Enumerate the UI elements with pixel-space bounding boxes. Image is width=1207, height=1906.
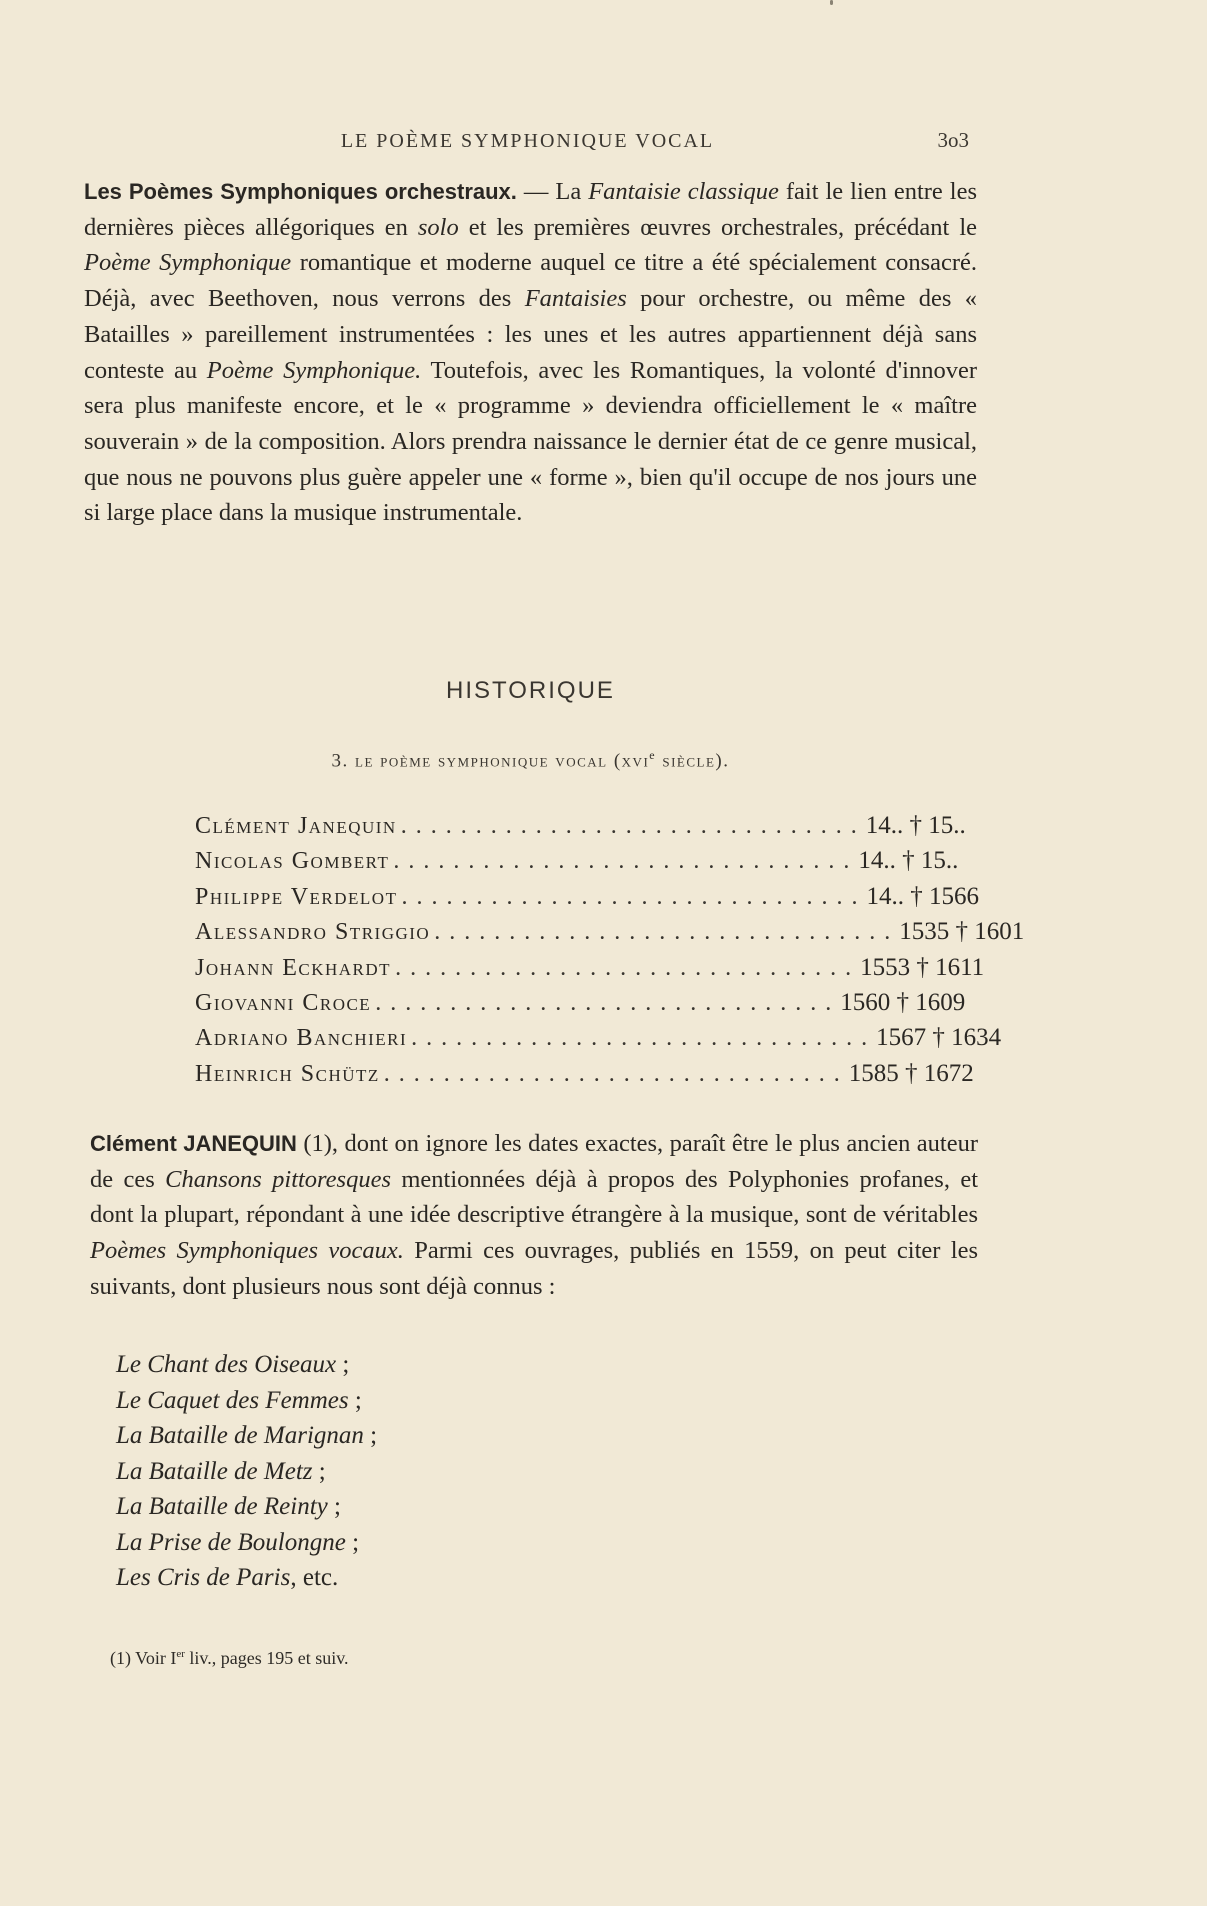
work-title: La Bataille de Reinty <box>116 1493 328 1520</box>
work-item <box>116 1383 377 1419</box>
leader-dots: ............................... <box>375 989 841 1016</box>
work-item <box>116 1560 377 1596</box>
leader-dots: ............................... <box>393 848 859 875</box>
composer-dates: 1535 † 1601 <box>899 918 1025 946</box>
composer-name: Adriano Banchieri <box>195 1025 408 1052</box>
work-punct: ; <box>336 1351 350 1378</box>
composer-name: Nicolas Gombert <box>195 848 390 875</box>
section-title: HISTORIQUE <box>446 677 615 704</box>
leader-dots: ............................... <box>411 1025 877 1052</box>
work-punct: ; <box>348 1386 362 1414</box>
composer-dates: 14.. † 1566 <box>866 882 979 910</box>
composer-row <box>195 812 966 847</box>
leader-dots: ............................... <box>383 1060 849 1087</box>
works-list <box>116 1347 377 1596</box>
text-run: mentionnées déjà à propos des Polyphonies profanes, et dont la plupart, répondant à une idée descriptive étrangère à la musique, sont de véritables <box>90 1165 978 1229</box>
work-punct: , etc. <box>290 1564 339 1591</box>
italic-run: Chansons pittoresques <box>165 1165 392 1193</box>
footnote-text: liv., pages 195 et suiv. <box>184 1648 349 1668</box>
print-speck <box>830 0 833 5</box>
composer-dates: 1585 † 1672 <box>848 1059 974 1087</box>
work-item <box>116 1489 377 1525</box>
italic-run: Poème Symphonique. <box>206 356 422 384</box>
leader-dots: ............................... <box>395 954 861 981</box>
composer-name: Johann Eckhardt <box>195 954 392 981</box>
text-run: fait le lien entre les dernières pièces allégoriques en <box>84 178 977 241</box>
work-title: La Bataille de Marignan <box>116 1422 364 1449</box>
composer-name: Philippe Verdelot <box>195 883 398 910</box>
composer-row <box>195 1059 974 1095</box>
composer-dates: 14.. † 15.. <box>858 847 959 875</box>
work-item <box>116 1418 377 1454</box>
intro-paragraph <box>84 174 977 531</box>
composer-row <box>195 882 979 918</box>
composer-row <box>195 918 1025 953</box>
running-title: LE POÈME SYMPHONIQUE VOCAL <box>340 130 715 152</box>
work-title: Le Chant des Oiseaux <box>116 1351 337 1378</box>
work-punct: ; <box>363 1422 378 1449</box>
work-punct: ; <box>345 1528 360 1556</box>
work-title: Les Cris de Paris <box>116 1564 291 1591</box>
leader-dots: ............................... <box>434 919 900 946</box>
work-title: La Bataille de Metz <box>116 1457 313 1485</box>
composer-name: Clément Janequin <box>195 813 397 839</box>
section-subtitle <box>84 748 977 772</box>
footnote-superscript: er <box>176 1648 185 1660</box>
composer-row <box>195 988 966 1024</box>
composer-name: Heinrich Schütz <box>195 1060 380 1087</box>
composer-dates: 14.. † 15.. <box>865 812 966 839</box>
work-punct: ; <box>312 1457 326 1485</box>
composer-name: Alessandro Striggio <box>195 919 431 946</box>
composer-list <box>195 812 1025 1095</box>
paragraph-lead: Les Poèmes Symphoniques orchestraux. <box>84 179 517 204</box>
paragraph-lead: Clément JANEQUIN <box>90 1131 297 1156</box>
subtitle-text: siècle). <box>656 750 730 772</box>
italic-run: solo <box>417 213 459 241</box>
footnote <box>110 1648 349 1669</box>
work-punct: ; <box>327 1493 341 1520</box>
work-item <box>116 1347 377 1383</box>
text-run: romantique et moderne auquel ce titre a été spécialement consacré. Déjà, avec Beethoven, nous verrons des <box>84 249 978 313</box>
italic-run: Poèmes Symphoniques vocaux. <box>90 1237 404 1265</box>
work-item <box>116 1454 377 1490</box>
text-run: — La <box>516 178 589 205</box>
composer-name: Giovanni Croce <box>195 989 372 1016</box>
text-run: et les premières œuvres orchestrales, précédant le <box>458 213 978 241</box>
text-run: (1), dont on ignore les dates exactes, paraît être le plus ancien auteur de ces <box>90 1130 978 1193</box>
subtitle-superscript: e <box>649 748 657 762</box>
text-run: Toutefois, avec les Romantiques, la volonté d'innover sera plus manifeste encore, et le « programme » deviendra officiellement le « maître souverain » de la composition. Alors prendra naissance le dernier état de ce genre musical, que nous ne pouvons plus guère appeler une « forme », bien qu'il occupe de nos jours une si large place dans la musique instrumentale. <box>84 356 977 527</box>
footnote-text: (1) Voir I <box>110 1648 177 1668</box>
composer-dates: 1567 † 1634 <box>876 1024 1002 1052</box>
janequin-paragraph <box>90 1126 978 1305</box>
italic-run: Poème Symphonique <box>84 249 292 277</box>
leader-dots: ............................... <box>401 883 867 910</box>
work-item <box>116 1525 377 1561</box>
italic-run: Fantaisies <box>524 285 627 313</box>
composer-row <box>195 1024 1002 1059</box>
leader-dots: ............................... <box>400 813 866 839</box>
composer-dates: 1553 † 1611 <box>860 953 985 981</box>
subtitle-text: 3. le poème symphonique vocal (xvi <box>331 750 650 772</box>
italic-run: Fantaisie classique <box>588 178 779 205</box>
text-run: pour orchestre, ou même des « Batailles » pareillement instrumentées : les unes et les autres appartiennent déjà sans conteste au <box>84 285 977 384</box>
page-number: 3o3 <box>937 128 969 152</box>
work-title: Le Caquet des Femmes <box>116 1386 349 1414</box>
composer-dates: 1560 † 1609 <box>840 988 966 1016</box>
composer-row <box>195 953 985 989</box>
composer-row <box>195 847 959 882</box>
work-title: La Prise de Boulongne <box>116 1528 346 1556</box>
text-run: Parmi ces ouvrages, publiés en 1559, on peut citer les suivants, dont plusieurs nous sont déjà connus : <box>90 1237 978 1300</box>
